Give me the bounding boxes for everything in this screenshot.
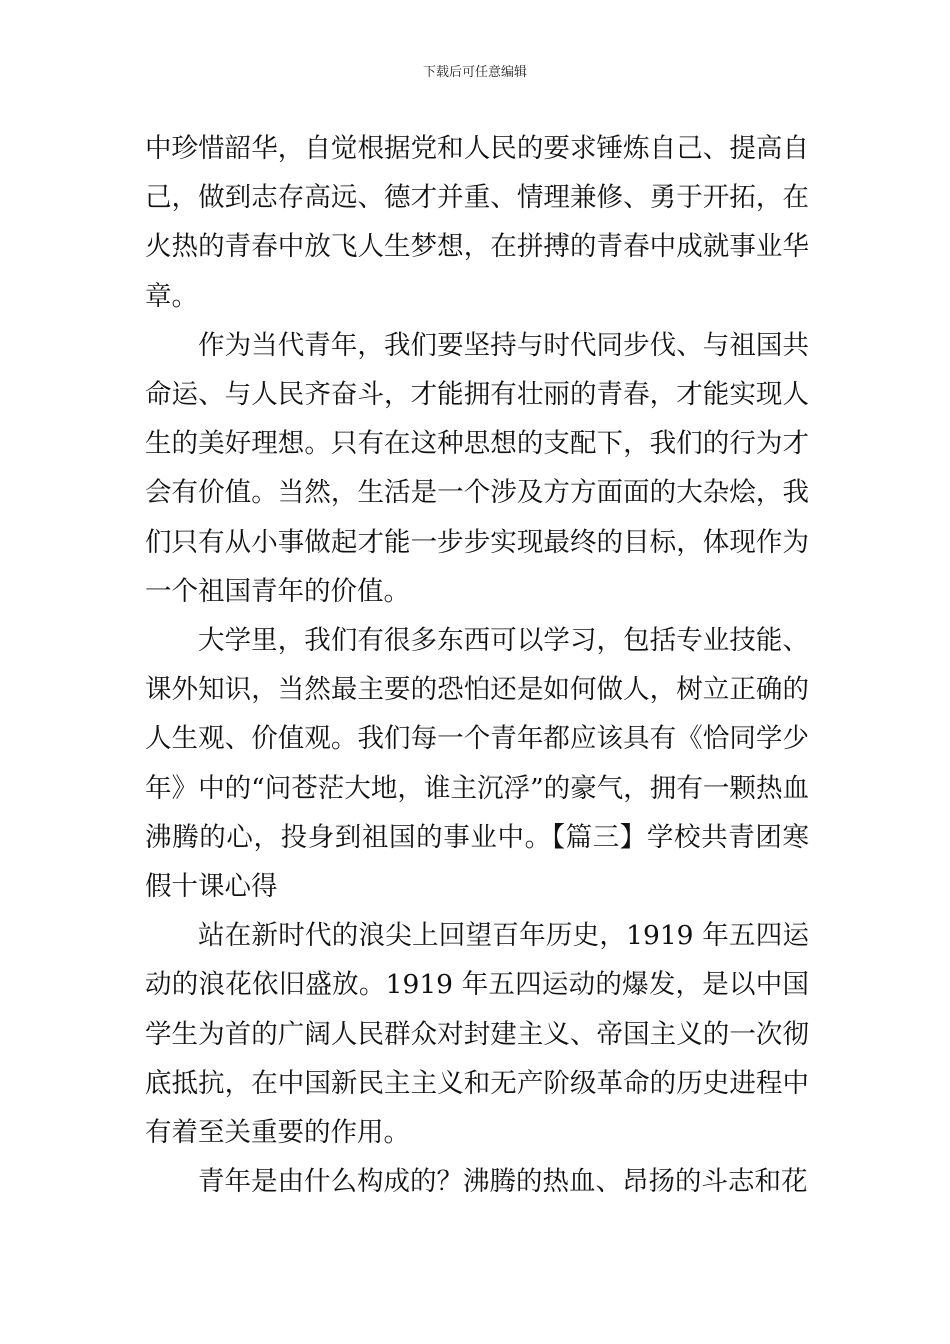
document-body [145,124,809,1206]
page-header: 下载后可任意编辑 [422,65,527,80]
paragraph: 站在新时代的浪尖上回望百年历史，1919 年五四运动的浪花依旧盛放。1919 年五四运动的爆发，是以中国学生为首的广阔人民群众对封建主义、帝国主义的一次彻底抵抗，在中国新民主主义和无产阶级革命的历史进程中有着至关重要的作用。 [145,920,809,1149]
paragraph-continuation: 中珍惜韶华，自觉根据党和人民的要求锤炼自己、提高自己，做到志存高远、德才并重、情理兼修、勇于开拓，在火热的青春中放飞人生梦想，在拼搏的青春中成就事业华章。 [145,133,809,312]
paragraph: 青年是由什么构成的？沸腾的热血、昂扬的斗志和花 [198,1166,808,1198]
paragraph: 作为当代青年，我们要坚持与时代同步伐、与祖国共命运、与人民齐奋斗，才能拥有壮丽的青春，才能实现人生的美好理想。只有在这种思想的支配下，我们的行为才会有价值。当然，生活是一个涉及方方面面的大杂烩，我们只有从小事做起才能一步步实现最终的目标，体现作为一个祖国青年的价值。 [145,329,809,607]
paragraph: 大学里，我们有很多东西可以学习，包括专业技能、课外知识，当然最主要的恐怕还是如何做人，树立正确的人生观、价值观。我们每一个青年都应该具有《恰同学少年》中的“问苍茫大地，谁主沉浮”的豪气，拥有一颗热血沸腾的心，投身到祖国的事业中。【篇三】学校共青团寒假十课心得 [145,625,809,903]
